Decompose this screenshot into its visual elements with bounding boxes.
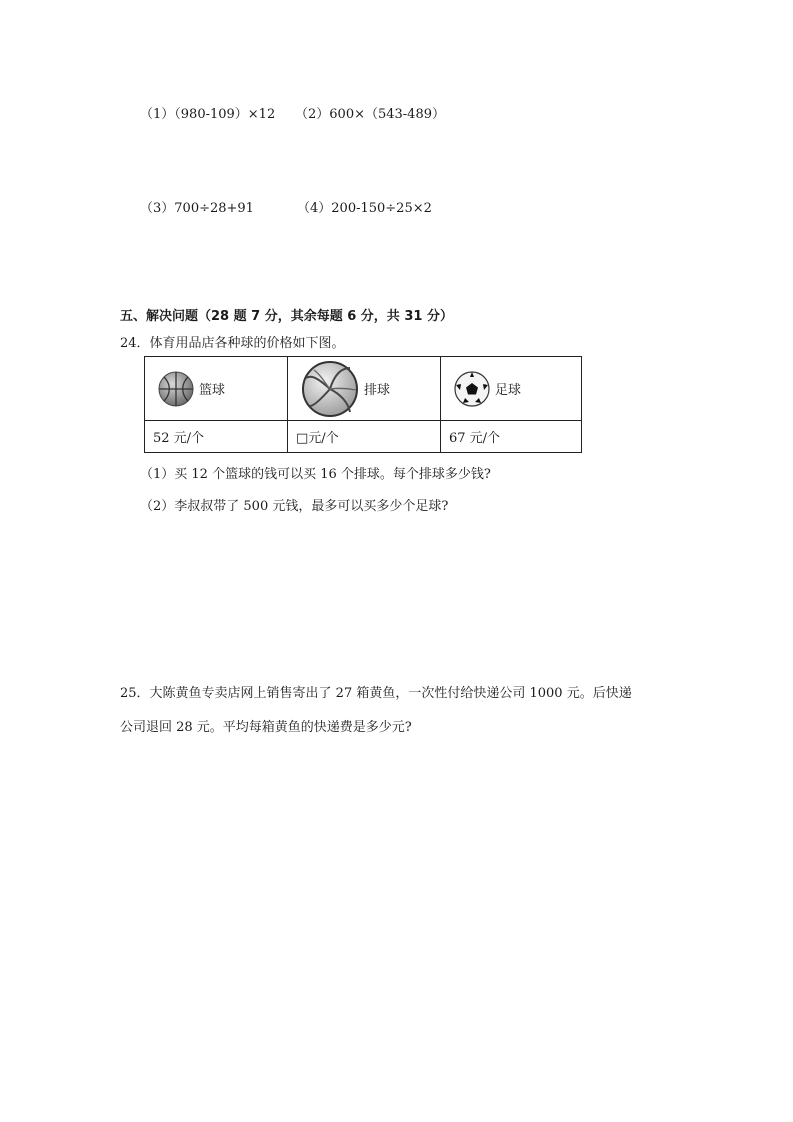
calc-question-3: （3）700÷28+91: [140, 201, 254, 216]
section-title: 五、解决问题（28 题 7 分，其余每题 6 分，共 31 分）: [120, 309, 453, 324]
basketball-price: 52 元/个: [145, 421, 288, 453]
basketball-cell: [145, 357, 288, 421]
problem-24-sub-1: （1）买 12 个篮球的钱可以买 16 个排球。每个排球多少钱?: [140, 467, 491, 482]
problem-24-stem: 24．体育用品店各种球的价格如下图。: [120, 336, 345, 351]
volleyball-label: 排球: [364, 383, 391, 398]
soccer-ball-icon: [453, 370, 491, 408]
soccer-label: 足球: [495, 383, 522, 398]
problem-25-line-1: 25．大陈黄鱼专卖店网上销售寄出了 27 箱黄鱼，一次性付给快递公司 1000 元。后快递: [120, 686, 632, 701]
problem-24-sub-2: （2）李叔叔带了 500 元钱，最多可以买多少个足球?: [140, 499, 449, 514]
problem-25-line-2: 公司退回 28 元。平均每箱黄鱼的快递费是多少元?: [120, 720, 412, 735]
price-table: [144, 356, 582, 453]
volleyball-cell: [288, 357, 441, 421]
volleyball-icon: [300, 360, 360, 418]
volleyball-price: □元/个: [288, 421, 441, 453]
basketball-icon: [157, 370, 195, 408]
basketball-label: 篮球: [199, 383, 226, 398]
soccer-price: 67 元/个: [441, 421, 582, 453]
calc-question-2: （2）600×（543-489）: [295, 107, 445, 122]
calc-question-4: （4）200-150÷25×2: [297, 201, 432, 216]
calc-question-1: （1）（980-109）×12: [140, 107, 276, 122]
soccer-cell: [441, 357, 582, 421]
